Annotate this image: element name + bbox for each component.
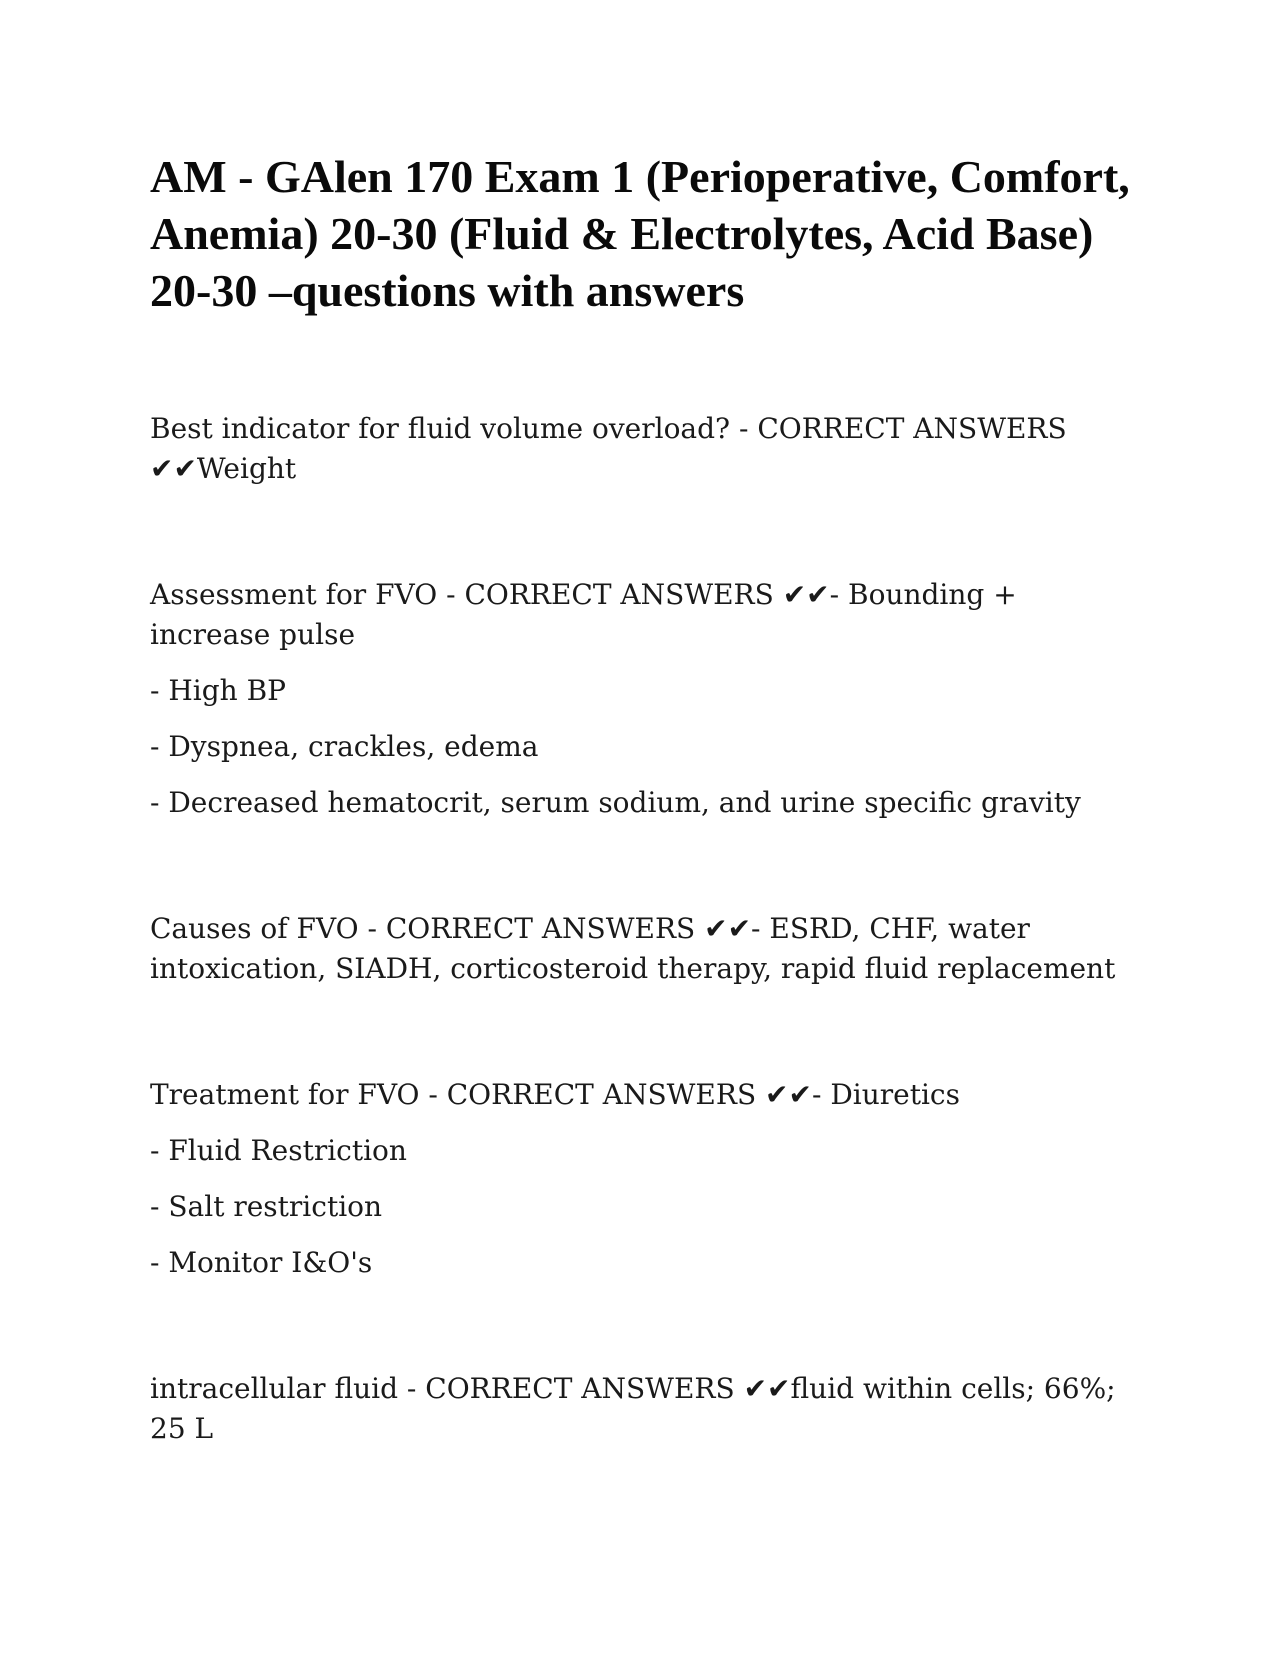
qa-line: Causes of FVO - CORRECT ANSWERS ✔✔- ESRD, CHF, water intoxication, SIADH, corticosteroid therapy, rapid fluid replacement bbox=[150, 912, 1116, 985]
qa-line: - Dyspnea, crackles, edema bbox=[150, 730, 539, 763]
qa-entry bbox=[150, 409, 1140, 489]
qa-line: - Fluid Restriction bbox=[150, 1134, 407, 1167]
qa-line: Best indicator for fluid volume overload? - CORRECT ANSWERS ✔✔Weight bbox=[150, 412, 1067, 485]
qa-entry bbox=[150, 575, 1140, 823]
document-title: AM - GAlen 170 Exam 1 (Perioperative, Comfort, Anemia) 20-30 (Fluid & Electrolytes, Acid Base) 20-30 –questions with answers bbox=[150, 151, 1130, 316]
qa-line: - Decreased hematocrit, serum sodium, and urine specific gravity bbox=[150, 786, 1081, 819]
document-page bbox=[150, 148, 1140, 1535]
qa-line: Treatment for FVO - CORRECT ANSWERS ✔✔- Diuretics bbox=[150, 1078, 960, 1111]
qa-line: intracellular fluid - CORRECT ANSWERS ✔✔fluid within cells; 66%; 25 L bbox=[150, 1372, 1116, 1445]
qa-entry bbox=[150, 909, 1140, 989]
qa-line: - High BP bbox=[150, 674, 287, 707]
qa-line: Assessment for FVO - CORRECT ANSWERS ✔✔- Bounding + increase pulse bbox=[150, 578, 1017, 651]
qa-line: - Monitor I&O's bbox=[150, 1246, 373, 1279]
qa-entry bbox=[150, 1075, 1140, 1283]
qa-entry bbox=[150, 1369, 1140, 1449]
qa-line: - Salt restriction bbox=[150, 1190, 383, 1223]
